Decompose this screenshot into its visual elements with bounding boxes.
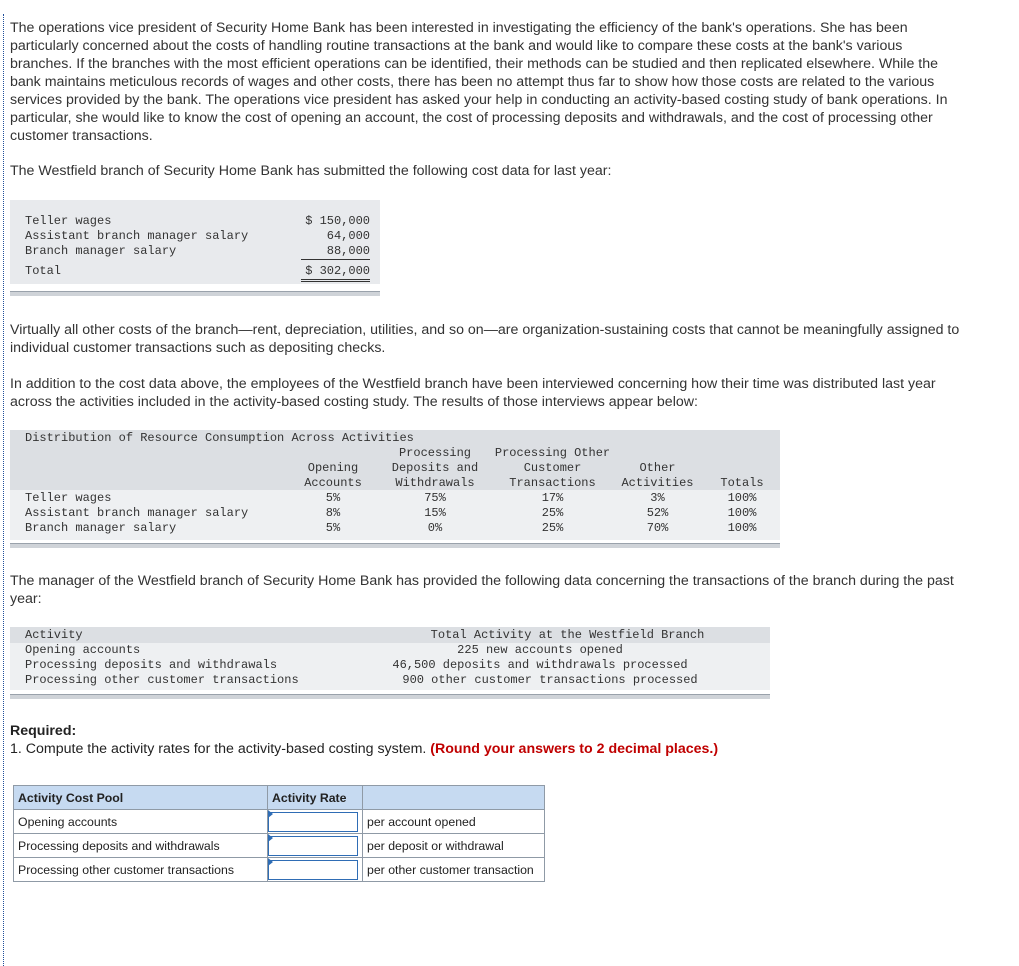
total-activity-header: Total Activity at the Westfield Branch xyxy=(430,628,705,642)
activity-value: 46,500 deposits and withdrawals processed xyxy=(392,658,688,672)
header-unit xyxy=(363,786,545,810)
activity-value: 900 other customer transactions processed xyxy=(402,673,698,687)
left-dotted-rule xyxy=(3,14,4,966)
required-question xyxy=(10,741,718,757)
header-processing: Processing xyxy=(398,446,471,460)
pool-processing-deposits: Processing deposits and withdrawals xyxy=(14,834,268,858)
cell: 17% xyxy=(541,491,564,505)
header-opening: Opening xyxy=(307,461,359,475)
pool-processing-other: Processing other customer transactions xyxy=(14,858,268,882)
header-processing-other: Processing Other xyxy=(494,446,611,460)
cell: 75% xyxy=(424,491,446,505)
manager-paragraph: The manager of the Westfield branch of Security Home Bank has provided the following data concerning the transactions of the branch during the past year: xyxy=(10,573,954,607)
cell: 3% xyxy=(650,491,665,505)
intro-paragraph: The operations vice president of Security Home Bank has been interested in investigating the efficiency of the bank's operations. She has been particularly concerned about the costs of handling routine transactions at the bank and would like to compare these costs at the bank's various branches. If the branches with the most efficient operations can be identified, their methods can be studied and then replicated elsewhere. While the bank maintains meticulous records of wages and other costs, there has been no attempt thus far to show how those costs are related to the various services provided by the bank. The operations vice president has asked your help in conducting an activity-based costing study of bank operations. In particular, she would like to know the cost of opening an account, the cost of processing deposits and withdrawals, and the cost of processing other customer transactions. xyxy=(10,20,948,144)
cost-label: Teller wages xyxy=(25,214,112,228)
branch-intro: The Westfield branch of Security Home Bank has submitted the following cost data for last year: xyxy=(10,163,612,179)
cell: 8% xyxy=(325,506,341,520)
other-costs-paragraph: Virtually all other costs of the branch—rent, depreciation, utilities, and so on—are organization-sustaining costs that cannot be meaningfully assigned to individual customer transactions such as depositing checks. xyxy=(10,322,960,356)
rate-cell xyxy=(268,834,363,858)
activity-label: Processing other customer transactions xyxy=(25,673,299,687)
unit-label: per deposit or withdrawal xyxy=(363,834,545,858)
rate-input-other-transactions[interactable] xyxy=(268,860,358,880)
header-activity-cost-pool: Activity Cost Pool xyxy=(14,786,268,810)
header-deposits-and: Deposits and xyxy=(391,461,479,475)
activity-value: 225 new accounts opened xyxy=(457,643,623,657)
row-label: Branch manager salary xyxy=(25,521,177,535)
header-totals: Totals xyxy=(720,476,764,490)
rate-input-deposits-withdrawals[interactable] xyxy=(268,836,358,856)
rate-cell xyxy=(268,858,363,882)
input-marker-icon xyxy=(268,834,273,842)
cell: 5% xyxy=(325,521,341,535)
cell: 0% xyxy=(427,521,443,535)
activity-label: Opening accounts xyxy=(25,643,141,657)
interview-paragraph: In addition to the cost data above, the employees of the Westfield branch have been interviewed concerning how their time was distributed last year across the activities included in the activity-based costing study. The results of those interviews appear below: xyxy=(10,376,936,410)
table-bottom-bar xyxy=(10,543,780,548)
cost-total-label: Total xyxy=(25,264,62,278)
cell: 5% xyxy=(325,491,341,505)
activity-rate-table xyxy=(13,785,545,882)
header-accounts: Accounts xyxy=(304,476,362,490)
cost-label: Assistant branch manager salary xyxy=(25,229,249,243)
cell: 25% xyxy=(541,521,564,535)
activity-header: Activity xyxy=(25,628,83,642)
cell: 15% xyxy=(424,506,446,520)
cell: 52% xyxy=(646,506,669,520)
header-other: Other xyxy=(639,461,676,475)
pool-opening-accounts: Opening accounts xyxy=(14,810,268,834)
rounding-note: (Round your answers to 2 decimal places.) xyxy=(430,741,719,757)
header-activities: Activities xyxy=(621,476,694,490)
header-customer: Customer xyxy=(523,461,582,475)
cell: 70% xyxy=(646,521,669,535)
cost-total-value: $ 302,000 xyxy=(305,264,370,278)
cost-label: Branch manager salary xyxy=(25,244,177,258)
table-row xyxy=(14,858,545,882)
distribution-title: Distribution of Resource Consumption Across Activities xyxy=(25,431,414,445)
total-rule-double xyxy=(301,281,370,282)
rate-cell xyxy=(268,810,363,834)
input-marker-icon xyxy=(268,858,273,866)
cost-value: 64,000 xyxy=(326,229,370,243)
cell: 100% xyxy=(727,521,757,535)
required-heading: Required: xyxy=(10,723,77,739)
cell: 100% xyxy=(727,491,757,505)
table-bottom-bar xyxy=(10,694,770,699)
question-text: 1. Compute the activity rates for the activity-based costing system. xyxy=(10,741,427,757)
table-row xyxy=(14,810,545,834)
subtotal-rule xyxy=(301,259,370,260)
header-withdrawals: Withdrawals xyxy=(395,476,475,490)
total-rule xyxy=(301,279,370,280)
header-activity-rate: Activity Rate xyxy=(268,786,363,810)
cost-value: 88,000 xyxy=(326,244,370,258)
cell: 100% xyxy=(727,506,757,520)
table-row xyxy=(14,834,545,858)
rate-input-opening-accounts[interactable] xyxy=(268,812,358,832)
cost-value: $ 150,000 xyxy=(305,214,370,228)
table-bottom-bar xyxy=(10,291,380,296)
input-marker-icon xyxy=(268,810,273,818)
activity-label: Processing deposits and withdrawals xyxy=(25,658,278,672)
row-label: Assistant branch manager salary xyxy=(25,506,249,520)
row-label: Teller wages xyxy=(25,491,112,505)
header-transactions: Transactions xyxy=(509,476,596,490)
unit-label: per other customer transaction xyxy=(363,858,545,882)
cell: 25% xyxy=(541,506,564,520)
unit-label: per account opened xyxy=(363,810,545,834)
